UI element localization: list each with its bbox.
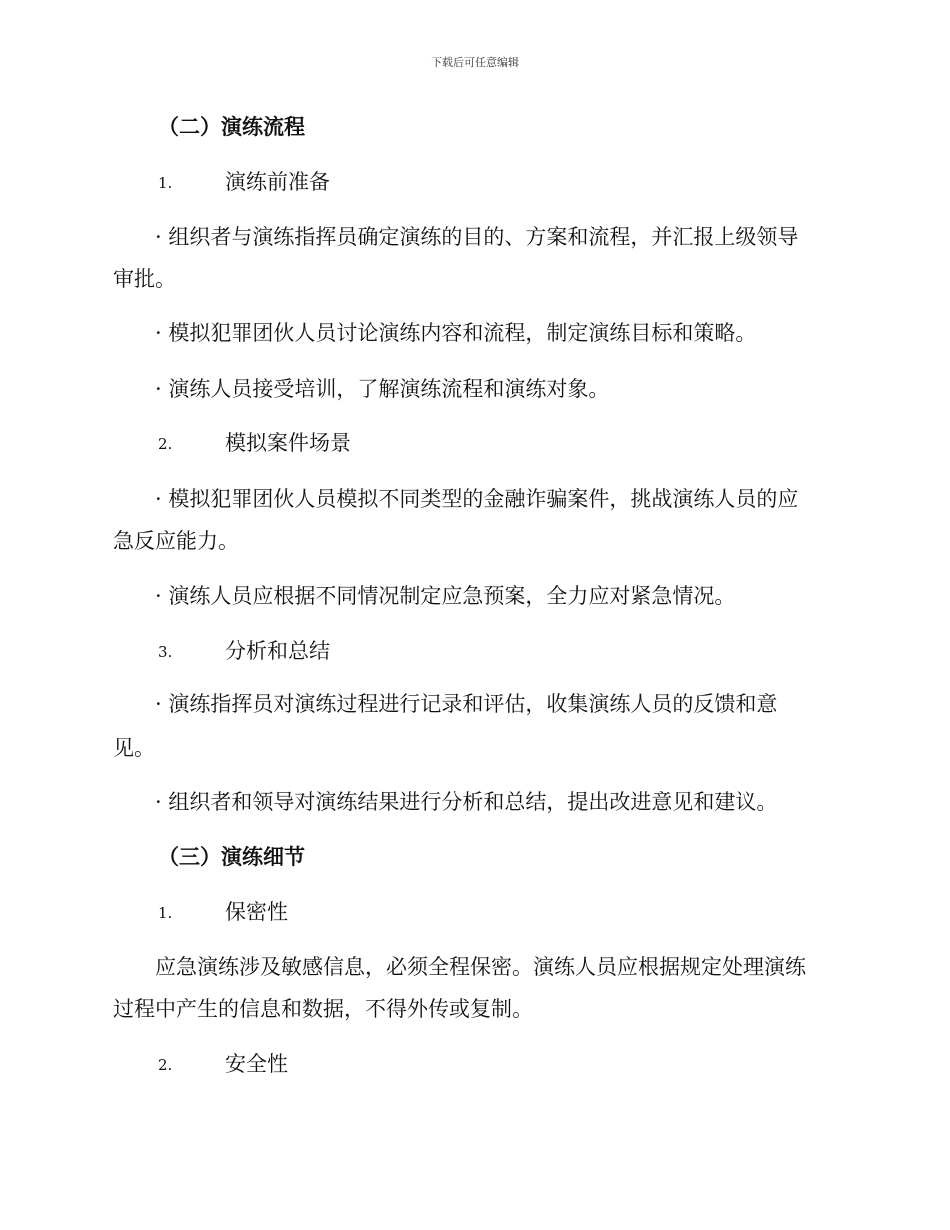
list-item-title: 模拟案件场景 (225, 431, 351, 455)
bullet-paragraph-continued: 见。 (113, 736, 155, 760)
bullet-paragraph: · 组织者与演练指挥员确定演练的目的、方案和流程，并汇报上级领导 (155, 225, 799, 249)
bullet-paragraph: · 模拟犯罪团伙人员讨论演练内容和流程，制定演练目标和策略。 (155, 321, 757, 345)
bullet-paragraph-continued: 急反应能力。 (113, 529, 239, 553)
bullet-paragraph-continued: 审批。 (113, 267, 176, 291)
list-number: 3. (158, 643, 173, 661)
bullet-paragraph: · 组织者和领导对演练结果进行分析和总结，提出改进意见和建议。 (155, 790, 778, 814)
list-number: 1. (158, 904, 173, 922)
bullet-paragraph: · 演练人员应根据不同情况制定应急预案，全力应对紧急情况。 (155, 584, 736, 608)
page-header: 下载后可任意编辑 (431, 56, 519, 69)
section-heading-drill-details: （三）演练细节 (158, 844, 305, 869)
section-heading-drill-process: （二）演练流程 (158, 114, 305, 139)
list-number: 2. (158, 435, 173, 453)
list-item-title: 安全性 (225, 1052, 288, 1076)
list-number: 2. (158, 1056, 173, 1074)
list-number: 1. (158, 174, 173, 192)
bullet-paragraph: · 演练指挥员对演练过程进行记录和评估，收集演练人员的反馈和意 (155, 692, 778, 716)
list-item-title: 演练前准备 (225, 170, 330, 194)
bullet-paragraph: · 演练人员接受培训，了解演练流程和演练对象。 (155, 377, 610, 401)
body-paragraph-continued: 过程中产生的信息和数据，不得外传或复制。 (113, 997, 533, 1021)
bullet-paragraph: · 模拟犯罪团伙人员模拟不同类型的金融诈骗案件，挑战演练人员的应 (155, 487, 799, 511)
body-paragraph: 应急演练涉及敏感信息，必须全程保密。演练人员应根据规定处理演练 (155, 955, 806, 979)
list-item-title: 分析和总结 (225, 639, 330, 663)
list-item-title: 保密性 (225, 900, 288, 924)
